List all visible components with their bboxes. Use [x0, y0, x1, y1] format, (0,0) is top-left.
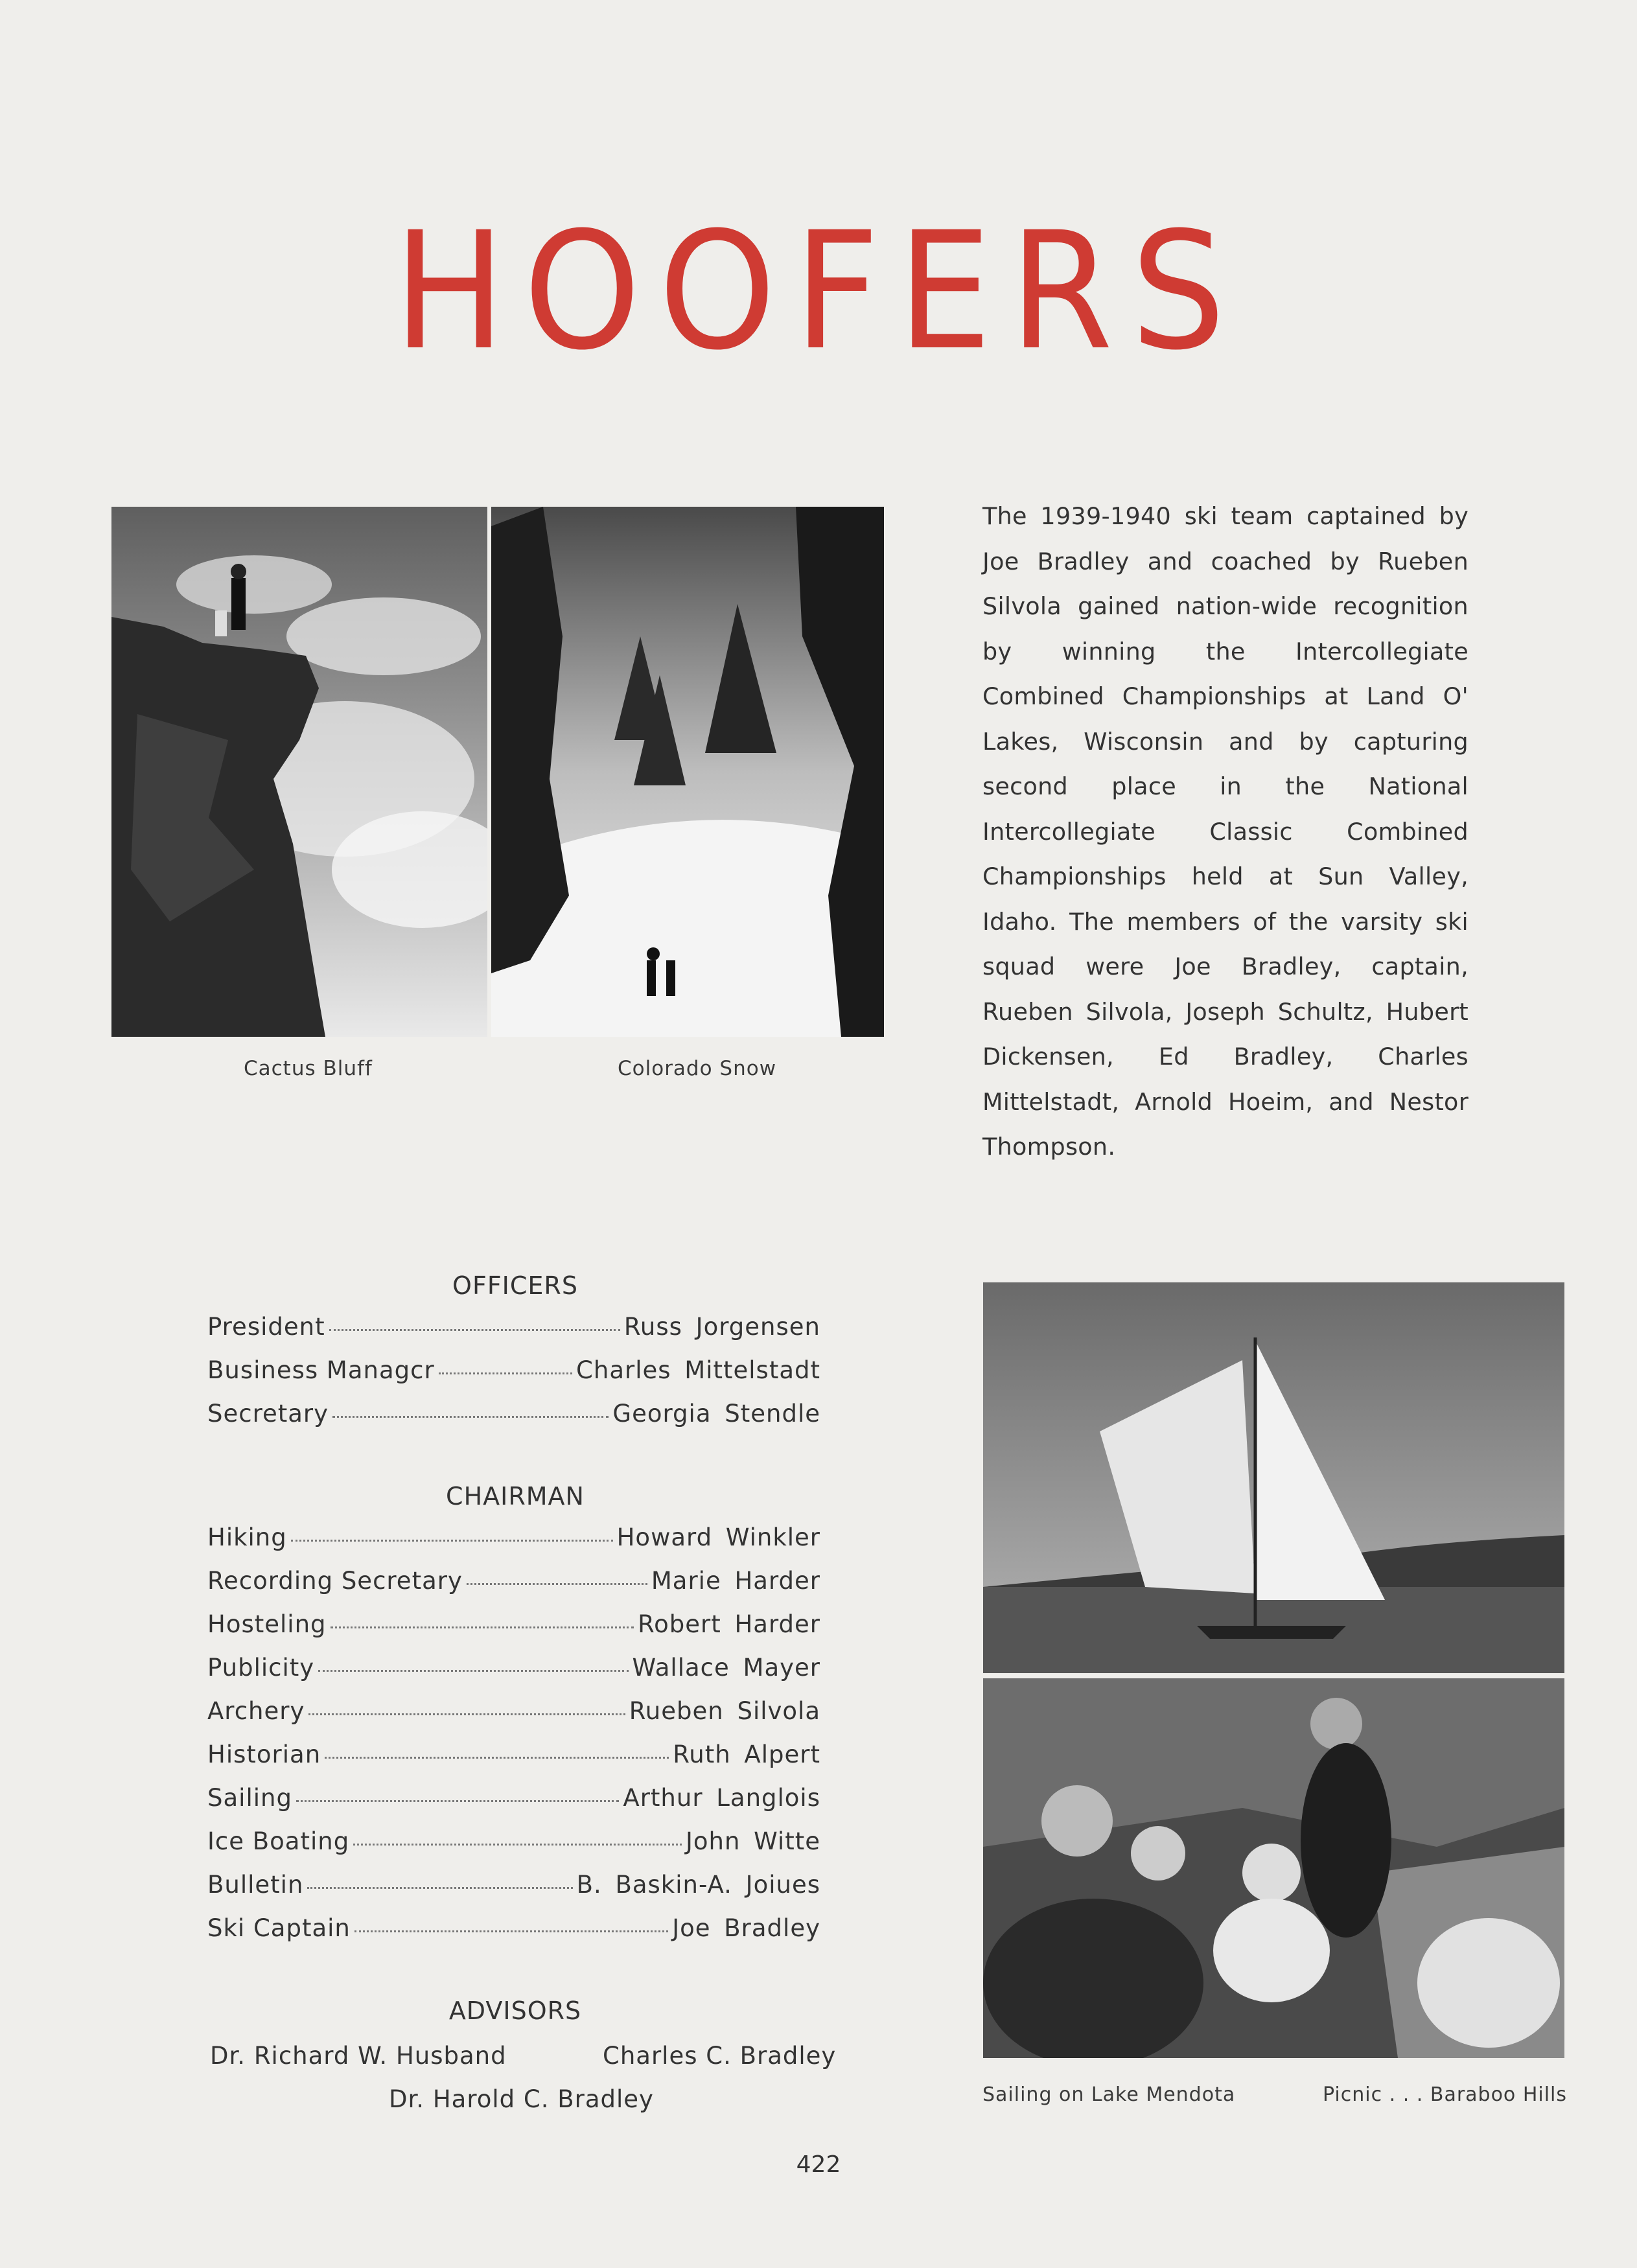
- leader-dots: [331, 1626, 634, 1628]
- leader-dots: [439, 1372, 572, 1374]
- leader-dots: [332, 1416, 609, 1418]
- cactus-bluff-caption: Cactus Bluff: [244, 1057, 373, 1080]
- sailing-photo: [983, 1282, 1564, 1673]
- colorado-snow-photo: [491, 507, 884, 1037]
- leader-dots: [467, 1583, 647, 1585]
- chairman-heading: CHAIRMAN: [446, 1482, 585, 1510]
- picnic-caption: Picnic . . . Baraboo Hills: [1323, 2083, 1568, 2106]
- advisors-heading: ADVISORS: [448, 1996, 582, 2025]
- officer-row: [207, 1313, 820, 1352]
- chairman-role: Historian: [207, 1741, 321, 1768]
- officer-row: [207, 1356, 820, 1395]
- officer-row: [207, 1400, 820, 1439]
- leader-dots: [296, 1800, 619, 1802]
- officer-name: Russ Jorgensen: [623, 1313, 820, 1341]
- page-number: 422: [796, 2151, 841, 2178]
- chairman-role: Hosteling: [207, 1610, 327, 1638]
- chairman-name: Marie Harder: [651, 1567, 820, 1595]
- cactus-bluff-photo: [111, 507, 487, 1037]
- chairman-name: Howard Winkler: [616, 1523, 820, 1551]
- leader-dots: [291, 1540, 613, 1542]
- leader-dots: [325, 1757, 669, 1759]
- chairman-name: B. Baskin-A. Joiues: [576, 1871, 820, 1899]
- officer-name: Charles Mittelstadt: [576, 1356, 820, 1384]
- officer-role: Business Managcr: [207, 1356, 435, 1384]
- chairman-name: Ruth Alpert: [673, 1741, 820, 1768]
- leader-dots: [354, 1930, 668, 1932]
- officer-role: Secretary: [207, 1400, 329, 1428]
- chairman-role: Archery: [207, 1697, 305, 1725]
- chairman-row: [207, 1610, 820, 1649]
- chairman-role: Ice Boating: [207, 1827, 350, 1855]
- officer-role: President: [207, 1313, 325, 1341]
- chairman-row: [207, 1567, 820, 1606]
- chairman-row: [207, 1697, 820, 1736]
- advisor-name: Dr. Richard W. Husband: [210, 2042, 507, 2070]
- leader-dots: [307, 1887, 572, 1889]
- chairman-name: Arthur Langlois: [623, 1784, 820, 1812]
- leader-dots: [318, 1670, 628, 1672]
- colorado-snow-caption: Colorado Snow: [618, 1057, 777, 1080]
- chairman-row: [207, 1741, 820, 1779]
- chairman-row: [207, 1523, 820, 1562]
- chairman-row: [207, 1871, 820, 1910]
- leader-dots: [329, 1329, 620, 1331]
- chairman-role: Bulletin: [207, 1871, 304, 1899]
- page-title: HOOFERS: [393, 197, 1244, 386]
- leader-dots: [308, 1713, 625, 1715]
- chairman-row: [207, 1827, 820, 1866]
- chairman-name: Wallace Mayer: [632, 1654, 820, 1682]
- chairman-name: Robert Harder: [638, 1610, 820, 1638]
- chairman-role: Publicity: [207, 1654, 315, 1682]
- chairman-row: [207, 1784, 820, 1823]
- picnic-photo: [983, 1678, 1564, 2058]
- chairman-role: Recording Secretary: [207, 1567, 463, 1595]
- chairman-row: [207, 1654, 820, 1693]
- sailing-caption: Sailing on Lake Mendota: [982, 2083, 1236, 2106]
- advisor-name: Charles C. Bradley: [603, 2042, 837, 2070]
- chairman-name: John Witte: [685, 1827, 820, 1855]
- chairman-row: [207, 1914, 820, 1953]
- officer-name: Georgia Stendle: [612, 1400, 820, 1428]
- chairman-name: Joe Bradley: [672, 1914, 820, 1942]
- chairman-role: Sailing: [207, 1784, 292, 1812]
- advisor-name: Dr. Harold C. Bradley: [389, 2085, 654, 2113]
- chairman-role: Hiking: [207, 1523, 287, 1551]
- chairman-role: Ski Captain: [207, 1914, 351, 1942]
- chairman-name: Rueben Silvola: [629, 1697, 820, 1725]
- leader-dots: [353, 1844, 682, 1846]
- officers-heading: OFFICERS: [452, 1271, 578, 1300]
- intro-paragraph: The 1939-1940 ski team captained by Joe Bradley and coached by Rueben Silvola gained nation-wide recognition by winning the Intercollegiate Combined Championships at Land O' Lakes, Wisconsin and by capturing second place in the National Intercollegiate Classic Combined Championships held at Sun Valley, Idaho. The members of the varsity ski squad were Joe Bradley, captain, Rueben Silvola, Joseph Schultz, Hubert Dickensen, Ed Bradley, Charles Mittelstadt, Arnold Hoeim, and Nestor Thompson.: [982, 502, 1469, 1161]
